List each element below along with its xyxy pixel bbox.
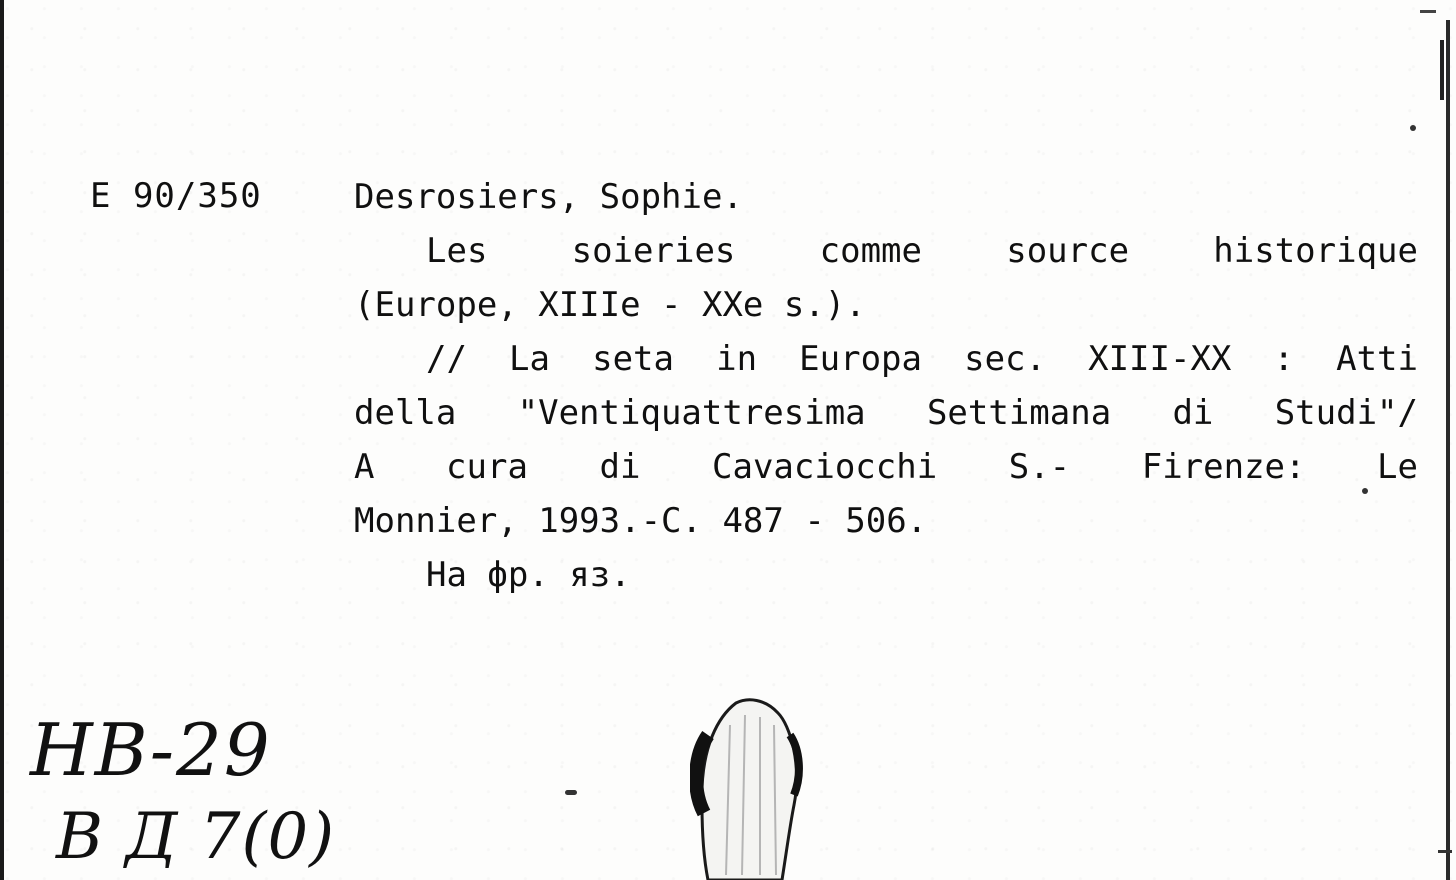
title-line-1: Les soieries comme source historique <box>426 231 1418 271</box>
source-line-3: A cura di Cavaciocchi S.- Firenze: Le <box>354 447 1418 487</box>
shelfmark: E 90/350 <box>90 176 262 216</box>
source-line-2: della "Ventiquattresima Settimana di Studi"/ <box>354 393 1418 433</box>
card-left-edge <box>0 0 4 880</box>
source-line-1: // La seta in Europa sec. XIII-XX : Atti <box>426 339 1418 379</box>
source-line-4: Monnier, 1993.-C. 487 - 506. <box>354 501 928 541</box>
author-line: Desrosiers, Sophie. <box>354 177 743 217</box>
handwritten-code-1: НВ-29 <box>30 708 272 792</box>
card-right-edge <box>1446 20 1450 880</box>
bibliographic-entry <box>354 170 1418 602</box>
card-hole <box>690 695 810 880</box>
handwritten-code-2: В Д 7(0) <box>56 800 336 874</box>
title-line-2: (Europe, XIIIe - XXe s.). <box>354 285 866 325</box>
language-note: На фр. яз. <box>426 555 631 595</box>
